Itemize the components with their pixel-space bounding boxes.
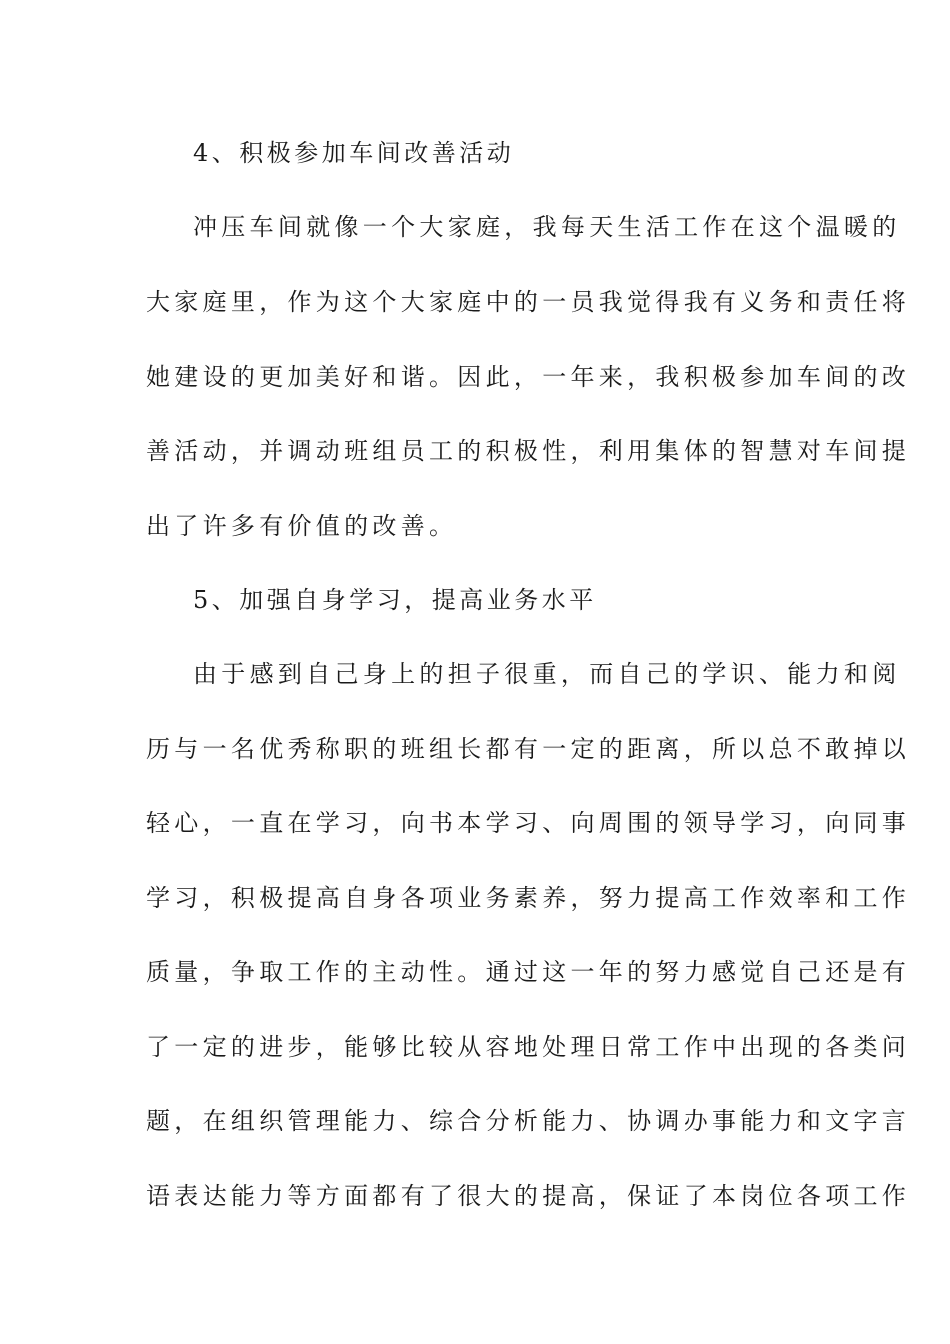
section-heading: 5、加强自身学习，提高业务水平 [193, 586, 597, 614]
paragraph-line: 学习，积极提高自身各项业务素养，努力提高工作效率和工作 [146, 884, 911, 912]
paragraph-line: 了一定的进步，能够比较从容地处理日常工作中出现的各类问 [146, 1033, 911, 1061]
paragraph-line: 题，在组织管理能力、综合分析能力、协调办事能力和文字言 [146, 1107, 911, 1135]
paragraph-line: 历与一名优秀称职的班组长都有一定的距离，所以总不敢掉以 [146, 735, 911, 763]
paragraph-line: 质量，争取工作的主动性。通过这一年的努力感觉自己还是有 [146, 958, 911, 986]
paragraph-line: 善活动，并调动班组员工的积极性，利用集体的智慧对车间提 [146, 437, 911, 465]
paragraph-line: 语表达能力等方面都有了很大的提高，保证了本岗位各项工作 [146, 1182, 911, 1210]
section-heading: 4、积极参加车间改善活动 [193, 139, 515, 167]
paragraph-line: 冲压车间就像一个大家庭，我每天生活工作在这个温暖的 [193, 213, 901, 241]
paragraph-line: 出了许多有价值的改善。 [146, 512, 458, 540]
paragraph-line: 由于感到自己身上的担子很重，而自己的学识、能力和阅 [193, 660, 901, 688]
paragraph-line: 她建设的更加美好和谐。因此，一年来，我积极参加车间的改 [146, 363, 911, 391]
paragraph-line: 大家庭里，作为这个大家庭中的一员我觉得我有义务和责任将 [146, 288, 911, 316]
paragraph-line: 轻心，一直在学习，向书本学习、向周围的领导学习，向同事 [146, 809, 911, 837]
